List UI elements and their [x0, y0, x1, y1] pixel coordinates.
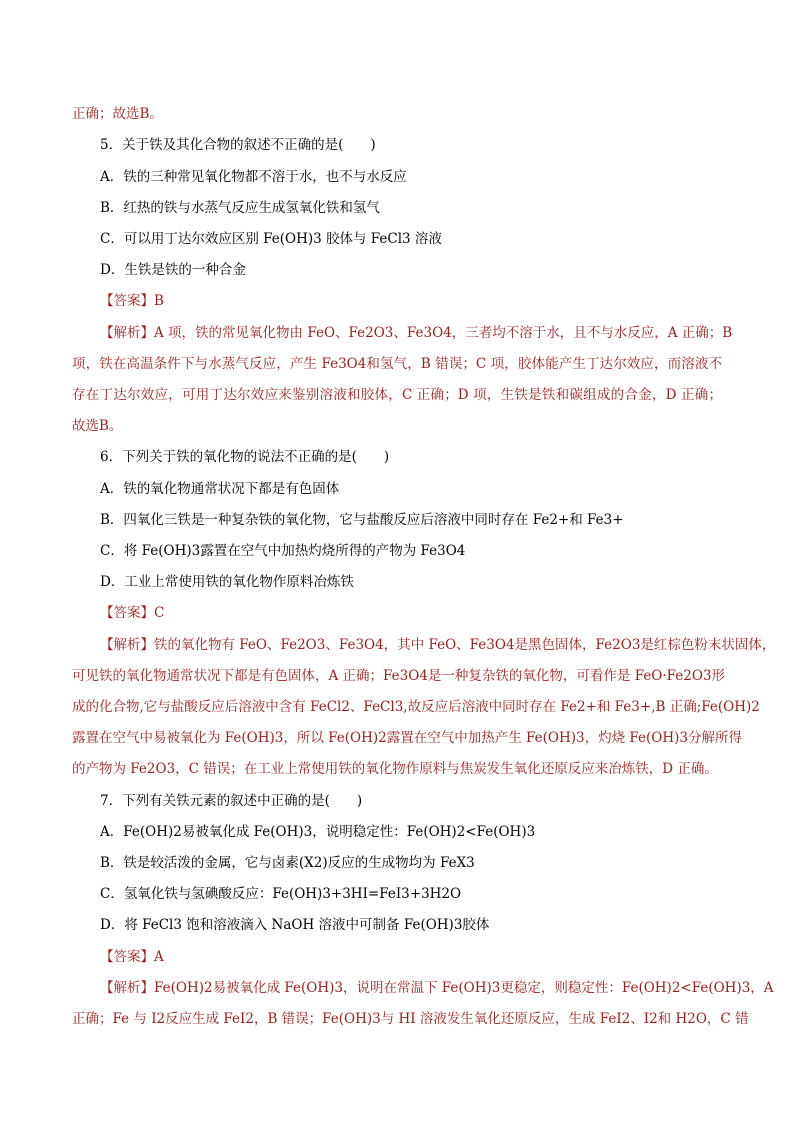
q7-analysis-line-2: 正确；Fe 与 I2反应生成 FeI2，B 错误；Fe(OH)3与 HI 溶液发生氧化还原反应，生成 FeI2、I2和 H2O，C 错 — [72, 1011, 749, 1027]
q7-option-b: B．铁是较活泼的金属，它与卤素(X2)反应的生成物均为 FeX3 — [100, 855, 475, 871]
q6-answer — [100, 601, 794, 621]
question-number: 5 — [100, 137, 109, 153]
q5-answer — [100, 289, 794, 309]
q5-analysis-line-3: 存在丁达尔效应，可用丁达尔效应来鉴别溶液和胶体，C 正确；D 项，生铁是铁和碳组成的合金，D 正确； — [72, 387, 722, 403]
q5-analysis-line-2: 项，铁在高温条件下与水蒸气反应，产生 Fe3O4和氢气，B 错误；C 项，胶体能产生丁达尔效应，而溶液不 — [72, 356, 722, 372]
answer-label: 【答案】 — [100, 293, 154, 309]
q6-option-c: C．将 Fe(OH)3露置在空气中加热灼烧所得的产物为 Fe3O4 — [100, 543, 466, 559]
analysis-label: 【解析】 — [100, 637, 154, 653]
analysis-label: 【解析】 — [100, 980, 154, 996]
q7-option-a: A．Fe(OH)2易被氧化成 Fe(OH)3，说明稳定性：Fe(OH)2<Fe(OH)3 — [100, 824, 536, 840]
q6-analysis-line-3: 成的化合物,它与盐酸反应后溶液中含有 FeCl2、FeCl3,故反应后溶液中同时存在 Fe2+和 Fe3+,B 正确;Fe(OH)2 — [72, 699, 760, 715]
q6-analysis-line-5: 的产物为 Fe2O3，C 错误；在工业上常使用铁的氧化物作原料与焦炭发生氧化还原反应来冶炼铁，D 正确。 — [72, 761, 718, 777]
q7-analysis-line-1: 【解析】Fe(OH)2易被氧化成 Fe(OH)3，说明在常温下 Fe(OH)3更稳定，则稳定性：Fe(OH)2<Fe(OH)3，A — [100, 980, 774, 996]
answer-value: C — [154, 605, 165, 621]
question-6-stem: 6．下列关于铁的氧化物的说法不正确的是( ) — [100, 449, 390, 465]
q6-analysis-line-4: 露置在空气中易被氧化为 Fe(OH)3，所以 Fe(OH)2露置在空气中加热产生 Fe(OH)3，灼烧 Fe(OH)3分解所得 — [72, 730, 742, 746]
q7-answer — [100, 945, 794, 965]
question-number: 6 — [100, 449, 109, 465]
q6-analysis-line-2: 可见铁的氧化物通常状况下都是有色固体，A 正确；Fe3O4是一种复杂铁的氧化物，可看作是 FeO·Fe2O3形 — [72, 668, 726, 684]
analysis-label: 【解析】 — [100, 325, 154, 341]
q7-option-d: D．将 FeCl3 饱和溶液滴入 NaOH 溶液中可制备 Fe(OH)3胶体 — [100, 917, 490, 933]
question-7-stem: 7．下列有关铁元素的叙述中正确的是( ) — [100, 793, 363, 809]
q5-option-b: B．红热的铁与水蒸气反应生成氢氧化铁和氢气 — [100, 200, 380, 216]
continuation-text: 正确；故选B。 — [72, 106, 163, 122]
q6-analysis-line-1: 【解析】铁的氧化物有 FeO、Fe2O3、Fe3O4，其中 FeO、Fe3O4是黑色固体，Fe2O3是红棕色粉末状固体， — [100, 637, 776, 653]
q6-option-a: A．铁的氧化物通常状况下都是有色固体 — [100, 481, 340, 497]
answer-label: 【答案】 — [100, 605, 154, 621]
answer-label: 【答案】 — [100, 949, 154, 965]
q7-option-c: C．氢氧化铁与氢碘酸反应：Fe(OH)3+3HI=FeI3+3H2O — [100, 886, 462, 902]
question-5-stem: 5．关于铁及其化合物的叙述不正确的是( ) — [100, 137, 376, 153]
answer-value: B — [154, 293, 164, 309]
q5-option-c: C．可以用丁达尔效应区别 Fe(OH)3 胶体与 FeCl3 溶液 — [100, 231, 442, 247]
question-text: 下列关于铁的氧化物的说法不正确的是( ) — [122, 449, 390, 465]
question-text: 下列有关铁元素的叙述中正确的是( ) — [122, 793, 363, 809]
q6-option-b: B．四氧化三铁是一种复杂铁的氧化物，它与盐酸反应后溶液中同时存在 Fe2+和 Fe3+ — [100, 512, 624, 528]
q5-analysis-line-4: 故选B。 — [72, 418, 123, 434]
question-text: 关于铁及其化合物的叙述不正确的是( ) — [122, 137, 376, 153]
q5-option-d: D．生铁是铁的一种合金 — [100, 262, 246, 278]
q5-option-a: A．铁的三种常见氧化物都不溶于水，也不与水反应 — [100, 169, 407, 185]
answer-value: A — [154, 949, 164, 965]
q6-option-d: D．工业上常使用铁的氧化物作原料冶炼铁 — [100, 574, 354, 590]
q5-analysis-line-1: 【解析】A 项，铁的常见氧化物由 FeO、Fe2O3、Fe3O4，三者均不溶于水，且不与水反应，A 正确；B — [100, 325, 733, 341]
question-number: 7 — [100, 793, 109, 809]
